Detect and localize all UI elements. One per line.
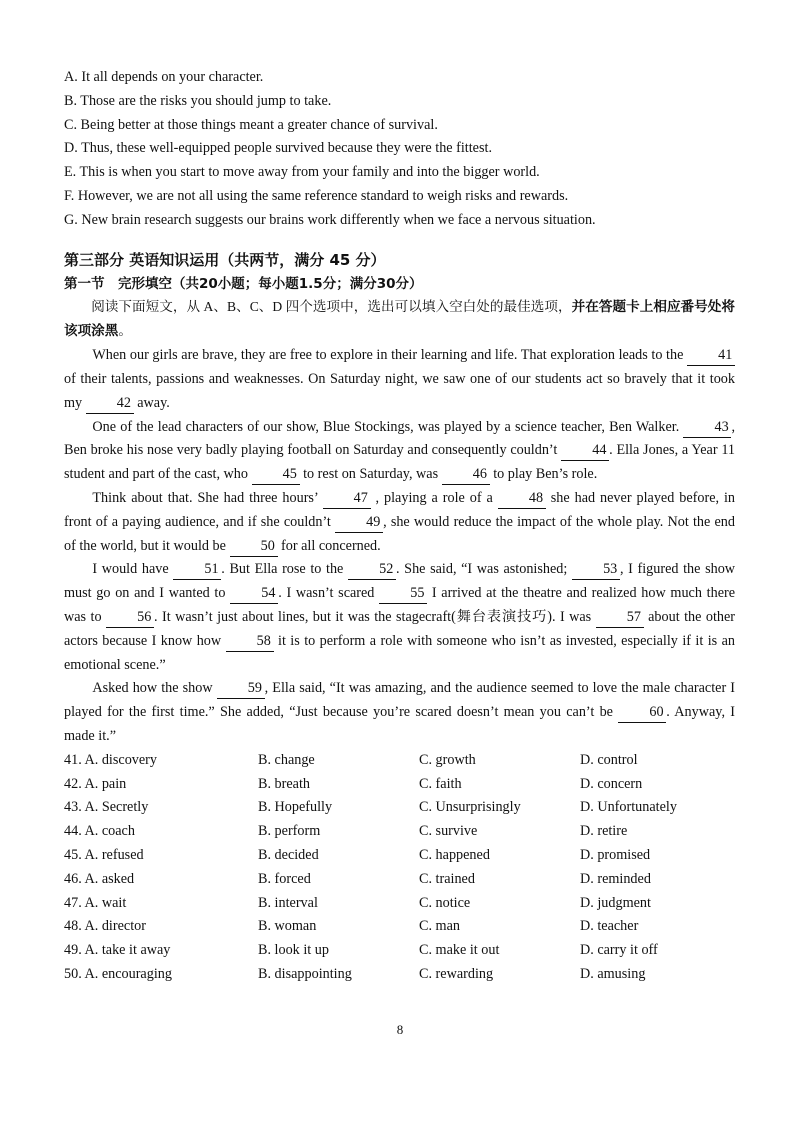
passage-text: . It wasn’t just about lines, but it was the stagecraft(舞台表演技巧). I was — [154, 608, 592, 625]
instruction-text — [64, 295, 735, 345]
blank-55[interactable]: 55 — [379, 584, 427, 604]
choice-42-b: B. breath — [258, 775, 311, 792]
passage-text: When our girls are brave, they are free to explore in their learning and life. That exploration leads to the — [92, 347, 684, 364]
choice-42-d: D. concern — [580, 775, 643, 792]
blank-50[interactable]: 50 — [230, 537, 278, 557]
choice-row-45 — [64, 844, 735, 868]
choice-47-b: B. interval — [258, 894, 318, 911]
option-line-e: E. This is when you start to move away from your family and into the bigger world. — [64, 164, 540, 181]
blank-54[interactable]: 54 — [230, 584, 278, 604]
blank-44[interactable]: 44 — [561, 441, 609, 461]
passage-paragraph-1 — [64, 344, 735, 415]
previous-options-list — [64, 66, 735, 233]
passage-text: , Ella said, “It was amazing, and the audience seemed to love the male character I played for the first time.” She added, “Just because you’re scared doesn’t mean you can’t be — [64, 680, 735, 721]
passage-text: , Ben broke his nose very badly playing football on Saturday and consequently couldn’t — [64, 418, 735, 459]
choice-45-c: C. happened — [419, 846, 490, 863]
choice-41-a: 41. A. discovery — [64, 751, 157, 768]
choice-41-b: B. change — [258, 751, 315, 768]
choice-row-48 — [64, 915, 735, 939]
section-title: 第三部分 英语知识运用（共两节，满分 45 分） — [64, 250, 386, 269]
blank-59[interactable]: 59 — [217, 679, 265, 699]
choice-49-c: C. make it out — [419, 942, 500, 959]
passage-paragraph-2 — [64, 416, 735, 487]
choice-46-c: C. trained — [419, 870, 475, 887]
passage-paragraph-3 — [64, 487, 735, 558]
passage-text: , she would reduce the impact of the whole play. Not the end of the world, but it would be — [64, 513, 735, 554]
choice-49-a: 49. A. take it away — [64, 942, 171, 959]
choice-46-a: 46. A. asked — [64, 870, 135, 887]
passage-text: . Ella Jones, a Year 11 student and part of the cast, who — [64, 442, 736, 483]
blank-53[interactable]: 53 — [572, 560, 620, 580]
choice-46-b: B. forced — [258, 870, 311, 887]
blank-41[interactable]: 41 — [687, 346, 735, 366]
blank-48[interactable]: 48 — [498, 489, 546, 509]
option-line-c: C. Being better at those things meant a greater chance of survival. — [64, 116, 438, 133]
choice-44-b: B. perform — [258, 823, 321, 840]
subsection-title: 第一节 完形填空（共20小题；每小题1.5分；满分30分） — [64, 275, 423, 292]
answer-choices-table — [64, 749, 735, 987]
passage-text: , playing a role of a — [375, 489, 493, 506]
passage-text: Think about that. She had three hours’ — [92, 489, 318, 506]
choice-row-42 — [64, 773, 735, 797]
blank-49[interactable]: 49 — [335, 513, 383, 533]
instruction-plain: 阅读下面短文，从 A、B、C、D 四个选项中，选出可以填入空白处的最佳选项， — [91, 298, 572, 314]
choice-46-d: D. reminded — [580, 870, 651, 887]
choice-44-d: D. retire — [580, 823, 628, 840]
blank-52[interactable]: 52 — [348, 560, 396, 580]
passage-text: . But Ella rose to the — [221, 561, 344, 578]
blank-57[interactable]: 57 — [596, 608, 644, 628]
choice-43-a: 43. A. Secretly — [64, 799, 149, 816]
passage-text: I arrived at the theatre and realized how much there was to — [64, 585, 736, 625]
choice-50-d: D. amusing — [580, 965, 646, 982]
choice-48-c: C. man — [419, 918, 460, 935]
passage-text: of their talents, passions and weaknesses. On Saturday night, we saw one of our students act so bravely that it took my — [64, 370, 735, 411]
option-line-g: G. New brain research suggests our brains work differently when we face a nervous situation. — [64, 211, 596, 228]
choice-row-50 — [64, 963, 735, 987]
blank-42[interactable]: 42 — [86, 394, 134, 414]
passage-text: away. — [137, 394, 170, 411]
choice-42-c: C. faith — [419, 775, 462, 792]
passage-text: . I wasn’t scared — [278, 585, 375, 602]
passage-text: I would have — [92, 561, 169, 578]
passage-text: it is to perform a role with someone who isn’t as invested, especially if it is an emotional scene.” — [64, 632, 735, 673]
choice-row-47 — [64, 892, 735, 916]
option-line-b: B. Those are the risks you should jump to take. — [64, 92, 332, 109]
choice-48-a: 48. A. director — [64, 918, 146, 935]
choice-45-b: B. decided — [258, 846, 319, 863]
choice-row-49 — [64, 939, 735, 963]
choice-50-a: 50. A. encouraging — [64, 965, 172, 982]
choice-row-46 — [64, 868, 735, 892]
passage-text: for all concerned. — [281, 537, 381, 554]
passage-text: Asked how the show — [92, 680, 213, 697]
passage-paragraph-5 — [64, 677, 735, 748]
choice-48-b: B. woman — [258, 918, 317, 935]
choice-48-d: D. teacher — [580, 918, 639, 935]
option-line-a: A. It all depends on your character. — [64, 69, 264, 85]
choice-49-b: B. look it up — [258, 942, 329, 959]
choice-43-d: D. Unfortunately — [580, 799, 677, 816]
instruction-bold: 并在答题卡上相应番号处将该项涂黑 — [64, 298, 736, 340]
passage-text: about the other actors because I know how — [64, 608, 736, 649]
choice-50-c: C. rewarding — [419, 965, 494, 982]
choice-45-a: 45. A. refused — [64, 846, 144, 863]
page-number: 8 — [396, 1022, 404, 1037]
blank-60[interactable]: 60 — [618, 703, 666, 723]
blank-58[interactable]: 58 — [226, 632, 274, 652]
passage-text: . She said, “I was astonished; — [396, 561, 568, 578]
blank-45[interactable]: 45 — [252, 465, 300, 485]
choice-47-a: 47. A. wait — [64, 894, 127, 911]
blank-46[interactable]: 46 — [442, 465, 490, 485]
blank-56[interactable]: 56 — [106, 608, 154, 628]
choice-47-c: C. notice — [419, 894, 471, 911]
choice-47-d: D. judgment — [580, 894, 651, 911]
instruction-end: 。 — [118, 323, 132, 339]
passage-text: One of the lead characters of our show, Blue Stockings, was played by a science teacher, Ben Walker. — [92, 418, 680, 435]
page-content — [64, 66, 735, 987]
choice-44-c: C. survive — [419, 823, 478, 840]
choice-43-c: C. Unsurprisingly — [419, 799, 521, 816]
blank-47[interactable]: 47 — [323, 489, 371, 509]
choice-41-c: C. growth — [419, 751, 476, 768]
choice-row-44 — [64, 820, 735, 844]
option-line-f: F. However, we are not all using the same reference standard to weigh risks and rewards. — [64, 187, 569, 204]
choice-43-b: B. Hopefully — [258, 799, 333, 816]
choice-44-a: 44. A. coach — [64, 823, 135, 840]
choice-49-d: D. carry it off — [580, 942, 658, 959]
choice-42-a: 42. A. pain — [64, 775, 127, 792]
passage-text: to rest on Saturday, was — [303, 466, 439, 483]
blank-51[interactable]: 51 — [173, 560, 221, 580]
spacer — [64, 233, 735, 247]
passage-paragraph-4 — [64, 558, 735, 677]
option-line-d: D. Thus, these well-equipped people survived because they were the fittest. — [64, 140, 492, 157]
passage-text: she had never played before, in front of a paying audience, and if she couldn’t — [64, 489, 736, 530]
choice-row-43 — [64, 796, 735, 820]
passage-text: . Anyway, I made it.” — [64, 704, 736, 744]
passage-text: to play Ben’s role. — [493, 466, 598, 483]
choice-50-b: B. disappointing — [258, 965, 352, 982]
choice-row-41 — [64, 749, 735, 773]
choice-45-d: D. promised — [580, 846, 651, 863]
choice-41-d: D. control — [580, 751, 638, 768]
blank-43[interactable]: 43 — [683, 418, 731, 438]
passage-text: , I figured the show must go on and I wanted to — [64, 561, 736, 602]
